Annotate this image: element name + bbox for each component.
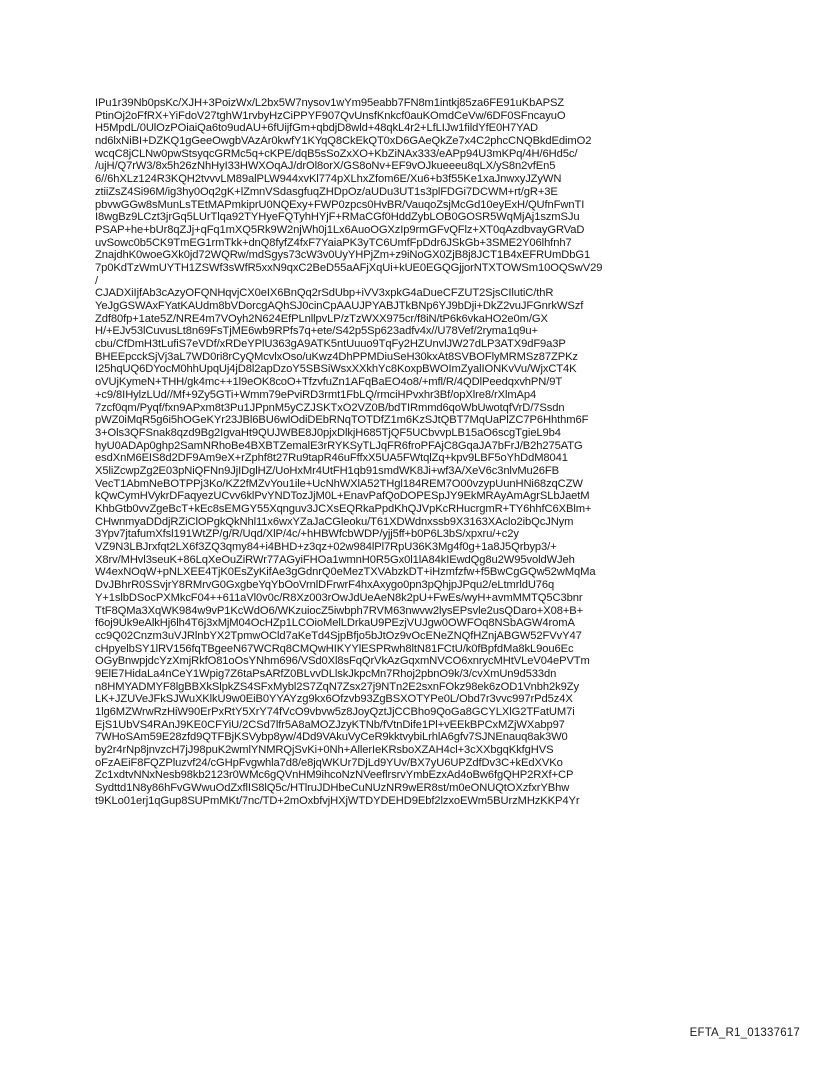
text-line: cbu/CfDmH3tLufiS7eVDf/xRDeYPlU363gA9ATK5ntUuuo9TqFy2HZUnvlJW27dLP3ATX9dF9a3P (95, 338, 566, 351)
text-line: EjS1UbVS4RAnJ9KE0CFYiU/2CSd7lfr5A8aMOZJzyKTNb/fVtnDife1Pl+vEEkBPCxMZjWXabp97 (95, 718, 565, 731)
text-line: 7zcf0qm/Pyqf/fxn9APxm8t3Pu1JPpnM5yCZJSKTxO2VZ0B/bdTIRmmd6qoWbUwotqfVrD/7Ssdn (95, 401, 565, 414)
text-line: ZnajdhK0woeGXk0jd72WQRw/mdSgys73cW3v0UyYHPjZm+z9iNoGX0ZjB8j8JCT1B4xEFRUmDbG1 (95, 249, 591, 262)
text-line: Sydttd1N8y86hFvGWwuOdZxflIS8lQ5c/HTlruJDHbeCuNUzNR9wER8st/m0eONUQtOXzfxrYBhw (95, 782, 570, 795)
text-line: oVUjKymeN+THH/gk4mc++1l9eOK8coO+TfzvfuZn1AFqBaEO4o8/+mfl/R/4QDlPeedqxvhPN/9T (95, 376, 563, 389)
text-line: / (95, 274, 99, 287)
text-line: IPu1r39Nb0psKc/XJH+3PoizWx/L2bx5W7nysov1wYm95eabb7FN8m1intkj85za6FE91uKbAPSZ (95, 97, 565, 109)
text-line: X5liZcwpZg2E03pNiQFNn9JjIDglHZ/UoHxMr4UtFH1qb91smdWK8Ji+wf3A/XeV6c3nlvMu26FB (95, 464, 559, 477)
text-line: 7WHoSAm59E28zfd9QTFBjKSVybp8yw/4Dd9VAkuVyCeR9kktvybiLrhlA6gfv7SJNEnauq8ak3W0 (95, 731, 568, 744)
text-line: DvJBhrR0SSvjrY8RMrvG0GxgbeYqYbOoVrnlDFrwrF4hxAxygo0pn3pQhjpJPqu2/eLtmrldU76q (95, 579, 555, 592)
text-line: VZ9N3LBJrxfqt2LX6f3ZQ3qmy84+i4BHD+z3qz+02w984lPl7RpU36K3Mg4f0g+1a8J5Qrbyp3/+ (95, 541, 557, 554)
text-line: H/+EJv53lCuvusLt8n69FsTjME6wb9RPfs7q+ete/S42p5Sp623adfv4x//U78Vef/2ryma1q9u+ (95, 325, 538, 338)
text-line: Y+1slbDSocPXMkcF04++611aVl0v0c/R8Xz003rOwJdUeAeN8k2pU+FwEs/wyH+avmMMTQ5C3bnr (95, 591, 583, 604)
document-identifier: EFTA_R1_01337617 (689, 1027, 800, 1039)
text-line: 9ElE7HidaLa4nCeY1Wpig7Z6taPsARfZ0BLvvDLlskJkpcMn7Rhoj2pbnO9k/3/cvXmUn9d533dn (95, 667, 557, 680)
text-line: Zdf80fp+1ate5Z/NRE4m7VOyh2N624EfPLnllpvLP/zTzWXX975cr/f8iN/tP6k6vkaHO2e0m/GX (95, 312, 548, 325)
text-line: W4exNOqW+pNLXEE4TjK0EsZyKifAe3gGdnrQ0eMezTXVAbzkDT+iHzmfzfw+f5BwCgGQw52wMqMa (95, 566, 596, 579)
text-line: CJADXiIjfAb3cAzyOFQNHqvjCX0eIX6BnQq2rSdUbp+iVV3xpkG4aDueCFZUT2SjsCIlutiC/thR (95, 287, 554, 300)
text-line: uvSowc0b5CK9TmEG1rmTkk+dnQ8fyfZ4fxF7YaiaPK3yTC6UmfFpDdr6JSkGb+3SME2Y06lhfnh7 (95, 236, 572, 249)
text-line: hyU0ADAp0ghp2SamNRhoBe4BXBTZemalE3rRYKSyTLJqFR6froPFAjC8GqaJA7bFrJ/B2h275ATG (95, 439, 583, 452)
text-line: Zc1xdtvNNxNesb98kb2123r0WMc6gQVnHM9ihcoNzNVeeflrsrvYmbEzxAd4oBw6fgQHP2RXf+CP (95, 769, 574, 782)
encoded-text-block (95, 97, 735, 808)
text-line: 1lg6MZWrwRzHiW90ErPxRtY5XrY74fVcO9vbvw5z8JoyQztJjCCBho9QoGa8GCYLXlG2TFatUM7i (95, 706, 575, 718)
text-line: t9KLo01erj1qGup8SUPmMKt/7nc/TD+2mOxbfvjHXjWTDYDEHD9Ebf2lzxoEWm5BUrzMHzKKP4Yr (95, 794, 580, 807)
text-line: I8wgBz9LCzt3jrGq5LUrTlqa92TYHyeFQTyhHYjF+RMaCGf0HddZybLOB0GOSR5WqMjAj1szmSJu (95, 211, 580, 224)
text-line: pWZ0iMqR5g6i5hOGeKYr23JBl6BU6wlOdiDEbRNqTOTDfZ1m6KzSJtQBT7MqUaPlZC7P6Hhthm6F (95, 414, 589, 427)
text-line: LK+JZUVeJFkSJWuXKlkU9w0EiB0YYAYzg9kx6Ofzvb93ZgBSXOTYPe0L/Obd7r3vvc997rPd5z4X (95, 693, 573, 706)
text-line: cc9Q02Cnzm3uVJRlnbYX2TpmwOCld7aKeTd4SjpBfjo5bJtOz9vOcENeZNQfHZnjABGW52FVvY47 (95, 629, 582, 642)
text-line: OGyBnwpjdcYzXmjRkfO81oOsYNhm696/VSd0Xl8sFqQrVkAzGqxmNVCO6xnrycMHtVLeV04ePVTm (95, 655, 590, 668)
text-line: PtinOj2oFfRX+YiFdoV27tghW1rvbyHzCiPPYF907QvUnsfKnkcf0auKOmdCeVw/6DF0SFncayuO (95, 109, 566, 122)
text-line: 7p0KdTzWmUYTH1ZSWf3sWfR5xxN9qxC2BeD55aAFjXqUi+kUE0EGQGjjorNTXTOWSm10OQSwV29 (95, 261, 603, 274)
text-line: X8rv/MHvl3seuK+86LqXeOuZiRWr77AGyiFHOa1wmnH0R5Gx0l1lA84kIEwdQg8u2W95voldWJeh (95, 553, 575, 566)
text-line: f6oj9Uk9eAlkHj6lh4T6j3xMjM04OcHZp1LCOioMelLDrkaU9PEzjVUJgw0OWFOq8NSbAGW4romA (95, 617, 575, 630)
text-line: n8HMYADMYF8lgBBXkSlpkZS4SFxMybl2S7ZqN7Zsx27j9NTn2E2sxnFOkz98ek6zOD1Vnbh2k9Zy (95, 680, 580, 693)
text-line: nd6lxNiBI+DZKQ1gGeeOwgbVAzAr0kwfY1KYqQ8CkEkQT0xD6GAeQkZe7x4C2phcCNQBkdEdimO2 (95, 135, 592, 148)
text-line: oFzAEiF8FQZPluzvf24/cGHpFvgwhla7d8/e8jqWKUr7DjLd9YUv/BX7yU6UPZdfDv3C+kEdXVKo (95, 756, 563, 769)
text-line: 6//6hXLz124R3KQH2tvvvLM89alPLW944xvKl774pXLhxZfom6E/Xu6+b3f55Ke1xaJnwxyJZyWN (95, 173, 562, 186)
text-line: esdXnM6EIS8d2DF9Am9eX+rZphf8t27Ru9tapR46uFffxX5UA5FWtqlZq+kpv9LBF5oYhDdM8041 (95, 452, 568, 465)
text-line: ztiiZsZ4Si96M/ig3hy0Oq2gK+lZmnVSdasgfuqZHDpOz/aUDu3UT1s3plFDGi7DCWM+rt/gR+3E (95, 185, 558, 198)
text-line: /ujH/Q7rW3/8x5h26zNhHyI33HWXOqAJ/drOl8orX/GS8oNv+EF9vOJkueeeu8qLX/yS8n2vfEn5 (95, 160, 556, 173)
text-line: PSAP+he+bUr8qZJj+qFq1mXQ5Rk9W2njWh0j1Lx6AuoOGXzIp9rmGFvQFlz+XT0qAzdbvayGRVaD (95, 223, 585, 236)
text-line: KhbGtb0vvZgeBcT+kEc8sEMGY55Xqnguv3JCXsEQRkaPpdKhQJVpKcRHucrgmR+TY6hhfC6XBlm+ (95, 503, 592, 515)
text-line: TtF8QMa3XqWK984w9vP1KcWdO6/WKzuiocZ5iwbph7RVM63nwvw2lysEPsvle2usQDaro+X08+B+ (95, 604, 584, 617)
text-line: VecT1AbmNeBOTPPj3Ko/KZ2fMZvYou1ile+UcNhWXlA52THgl184REM7O00vzypUunHNi68zqCZW (95, 477, 583, 490)
text-line: 3Ypv7jtafumXfsl191WtZP/g/R/Uqd/XlP/4c/+hHBWfcbWDP/yjj5ff+b0P6L3bS/xpxru/+c2y (95, 528, 519, 541)
text-line: CHwnmyaDDdjRZiClOPgkQkNhl11x6wxYZaJaCGleoku/T61XDWdnxssb9X3163XAclo2ibQcJNym (95, 515, 574, 528)
text-line: I25hqUQ6DYocM0hhUpqUj4jD8l2apDzoY5SBSiWsxXXkhYc8KoxpBWOImZyalIONKvVu/WjxCT4K (95, 363, 577, 376)
text-line: +c9/8IHylzLUd//Mf+9Zy5GTi+Wmm79ePviRD3rmt1FbLQ/rmciHPvxhr3Bf/opXlre8/rXlmAp4 (95, 388, 537, 401)
text-line: by2r4rNp8jnvzcH7jJ98puK2wmlYNMRQjSvKi+0Nh+AllerIeKRsboXZAH4cl+3cXXbgqKkfgHVS (95, 744, 554, 757)
text-line: YeJgGSWAxFYatKAUdm8bVDorcgAQhSJ0cinCpAAUJPYABJTkBNp6YJ9bDji+DkZ2vuJFGnrkWSzf (95, 300, 584, 312)
text-line: kQwCymHVykrDFaqyezUCvv6klPvYNDTozJjM0L+EnavPafQoDOPESpJY9EkMRAyAmAgrSLbJaetM (95, 490, 590, 503)
text-line: 3+Ols3QFSnak8qzd9Bg2IgvaHt9QUJWBE8J0pjxDlkjH685TjQF5UCbvvpLB15aO6scgTgieL9b4 (95, 426, 561, 439)
text-line: wcqC8jCLNw0pwStsyqcGRMc5q+cKPE/dqB5sSoZxXO+KbZiNAx333/eAPp94U3mKPq/4H/6Hd5c/ (95, 147, 578, 160)
text-line: BHEEpcckSjVj3aL7WD0ri8rCyQMcvlxOso/uKwz4DhPPMDiuSeH30kxAt8SVBOFlyMRMSz87ZPKz (95, 350, 578, 363)
text-line: H5MpdL/0UlOzPOiaiQa6to9udAU+6fUijfGm+qbdjD8wld+48qkL4r2+LfLIJw1fildYfE0H7YAD (95, 122, 539, 135)
text-line: pbvwGGw8sMunLsTEtMAPmkiprU0NQExy+FWP0zpcs0HvBR/VauqoZsjMcGd10eyExH/QUfnFwnTI (95, 198, 585, 211)
text-line: cHpyelbSY1lRV156fqTBgeeN67WCRq8CMQwHIKYYlESPRwh8ltN81FCtU/k0fBpfdMa8kL9ou6Ec (95, 642, 574, 655)
